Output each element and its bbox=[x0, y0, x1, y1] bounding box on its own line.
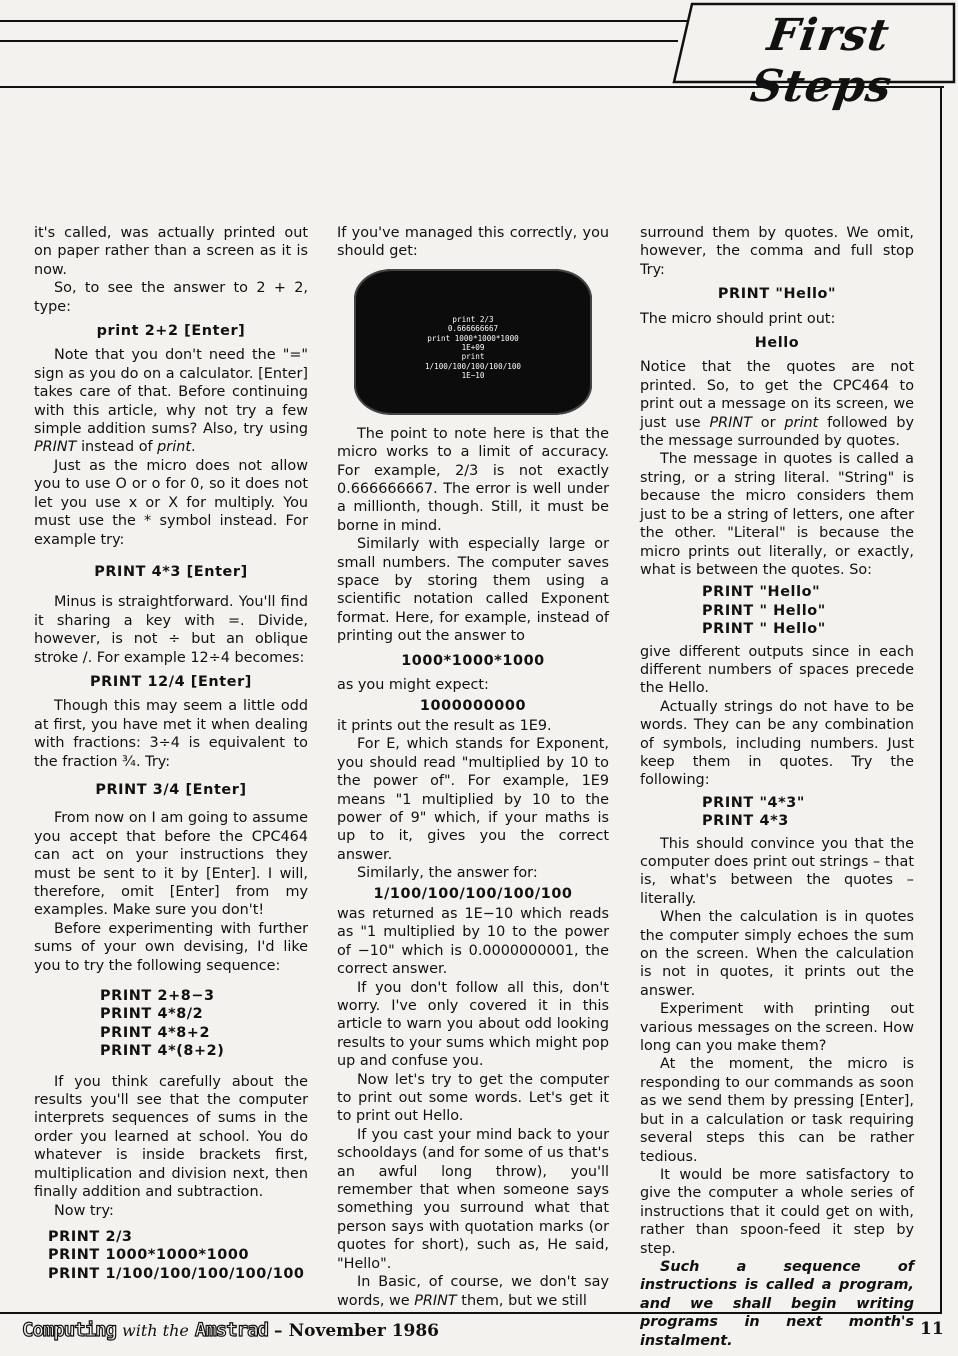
screen-line: 0.666666667 bbox=[447, 324, 499, 334]
paragraph: At the moment, the micro is responding to our commands as soon as we send them by pressing [Enter], but in a calculation or task requiring several steps this can be rather tedious. bbox=[640, 1056, 914, 1165]
footer-separator: – bbox=[274, 1321, 283, 1341]
code-command: PRINT 12/4 [Enter] bbox=[90, 673, 252, 690]
code-output: Hello bbox=[754, 335, 800, 352]
footer-masthead bbox=[22, 1319, 439, 1341]
paragraph: Now try: bbox=[54, 1202, 114, 1219]
paragraph: If you don't follow all this, don't worry. I've only covered it in this article to warn you about odd looking results to your sums which might pop up and confuse you. bbox=[337, 979, 609, 1070]
code-command: PRINT 3/4 [Enter] bbox=[95, 781, 247, 798]
article-column-3 bbox=[640, 224, 914, 1350]
paragraph: Just as the micro does not allow you to use O or o for 0, so it does not let you use x or X for multiply. You must use the * symbol instead. For example try: bbox=[34, 457, 308, 548]
paragraph: If you think carefully about the results you'll see that the computer interprets sequences of sums in the order you learned at school. You do whatever is inside brackets first, multiplication and division next, then finally addition and subtraction. bbox=[34, 1073, 308, 1201]
paragraph: Experiment with printing out various messages on the screen. How long can you make them? bbox=[640, 1001, 914, 1055]
paragraph: It would be more satisfactory to give the computer a whole series of instructions that it could get on with, rather than spoon-feed it step by step. bbox=[640, 1166, 914, 1257]
screen-line: print 1000*1000*1000 bbox=[427, 333, 519, 343]
code-command: PRINT "Hello" bbox=[717, 286, 837, 303]
paragraph: The message in quotes is called a string, or a string literal. "String" is because the micro considers them just to be a string of letters, one after the other. "Literal" is because the micro prints out literally, or exactly, what is between the quotes. So: bbox=[640, 451, 914, 578]
paragraph: So, to see the answer to 2 + 2, type: bbox=[34, 280, 308, 315]
paragraph: was returned as 1E−10 which reads as "1 multiplied by 10 to the power of −10" which is 0.0000000001, the correct answer. bbox=[337, 905, 609, 978]
code-line: PRINT 4*8/2 bbox=[100, 1006, 204, 1023]
article-column-1 bbox=[34, 224, 308, 1289]
code-command: 1000*1000*1000 bbox=[401, 652, 545, 669]
issue-date: November 1986 bbox=[288, 1321, 440, 1341]
code-sequence bbox=[48, 1228, 308, 1283]
paragraph: The micro should print out: bbox=[640, 310, 836, 327]
page-number: 11 bbox=[920, 1319, 944, 1339]
screen-line: 1/100/100/100/100/100 bbox=[424, 361, 521, 371]
paragraph: If you cast your mind back to your schooldays (and for some of us that's an awful long throw), you'll remember that when someone says something you surround what that person says with quotation marks (or quotes for short), such as, He said, "Hello". bbox=[337, 1126, 609, 1272]
code-line: PRINT 1/100/100/100/100/100 bbox=[48, 1265, 305, 1282]
paragraph: Similarly, the answer for: bbox=[357, 865, 538, 882]
code-line: PRINT "4*3" bbox=[702, 794, 805, 811]
paragraph: For E, which stands for Exponent, you should read "multiplied by 10 to the power of". For example, 1E9 means "1 multiplied by 10 to the power of 9" which, if your maths is up to it, gives you the correct answer. bbox=[337, 736, 609, 863]
code-line: PRINT 1000*1000*1000 bbox=[48, 1247, 250, 1264]
paragraph: Actually strings do not have to be words. They can be any combination of symbols, including numbers. Just keep them in quotes. Try the following: bbox=[640, 698, 914, 789]
code-line: PRINT "Hello" bbox=[702, 584, 821, 601]
paragraph: give different outputs since in each different numbers of spaces precede the Hello. bbox=[640, 643, 914, 697]
code-sequence bbox=[702, 583, 914, 638]
paragraph: When the calculation is in quotes the computer simply echoes the sum on the screen. When the calculation is not in quotes, it prints out the answer. bbox=[640, 909, 914, 999]
code-command: PRINT 4*3 [Enter] bbox=[94, 563, 248, 580]
paragraph: If you've managed this correctly, you should get: bbox=[337, 225, 609, 260]
code-command: 1000000000 bbox=[419, 697, 527, 714]
paragraph: surround them by quotes. We omit, however, the comma and full stop Try: bbox=[640, 225, 914, 278]
paragraph: The point to note here is that the micro works to a limit of accuracy. For example, 2/3 is not exactly 0.666666667. The error is well under a millionth, though. Still, it must be borne in mind. bbox=[337, 425, 609, 534]
code-line: PRINT 4*8+2 bbox=[100, 1024, 211, 1041]
screen-line: 1E+09 bbox=[461, 343, 485, 353]
code-line: PRINT 4*3 bbox=[702, 813, 789, 830]
paragraph: Similarly with especially large or small numbers. The computer saves space by storing them using a scientific notation called Exponent format. Here, for example, instead of printing out the answer to bbox=[337, 536, 609, 645]
code-line: PRINT 2+8−3 bbox=[100, 988, 215, 1005]
magazine-name: Computing bbox=[22, 1319, 116, 1341]
paragraph: it's called, was actually printed out on paper rather than a screen as it is now. bbox=[34, 225, 308, 278]
paragraph: Now let's try to get the computer to print out some words. Let's get it to print out Hello. bbox=[337, 1071, 609, 1125]
screen-line: 1E−10 bbox=[461, 371, 485, 381]
paragraph: Minus is straightforward. You'll find it sharing a key with =. Divide, however, is not ÷ but an oblique stroke /. For example 12÷4 becomes: bbox=[34, 594, 308, 666]
header-rule-bottom bbox=[0, 40, 678, 42]
paragraph: This should convince you that the computer does print out strings – that is, what's between the quotes – literally. bbox=[640, 835, 914, 907]
code-command: print 2+2 [Enter] bbox=[96, 323, 246, 340]
frame-right-edge bbox=[940, 86, 942, 1314]
magazine-name-amstrad: Amstrad bbox=[194, 1319, 268, 1341]
paragraph: From now on I am going to assume you accept that before the CPC464 can act on your instructions they must be sent to it by [Enter]. I will, therefore, omit [Enter] from my examples. Make sure you don't! bbox=[34, 810, 308, 919]
code-sequence bbox=[100, 987, 308, 1061]
code-line: PRINT " Hello" bbox=[702, 602, 826, 619]
header-rule-top bbox=[0, 20, 690, 22]
magazine-name-with: with the bbox=[122, 1321, 189, 1340]
screen-output bbox=[354, 315, 592, 381]
section-title: First Steps bbox=[747, 10, 896, 112]
paragraph: Notice that the quotes are not printed. So, to get the CPC464 to print out a message on its screen, we just use PRINT or print followed by the message surrounded by quotes. bbox=[640, 359, 914, 450]
monitor-screen-image bbox=[354, 269, 592, 415]
code-command: 1/100/100/100/100/100 bbox=[373, 885, 573, 902]
paragraph: it prints out the result as 1E9. bbox=[337, 717, 552, 734]
paragraph: Note that you don't need the "=" sign as you do on a calculator. [Enter] takes care of that. Before continuing with this article, why not try a few simple addition sums? Also, try using PRINT instead of print. bbox=[34, 347, 308, 456]
article-column-2 bbox=[337, 224, 609, 1310]
code-line: PRINT 4*(8+2) bbox=[100, 1043, 225, 1060]
code-line: PRINT " Hello" bbox=[702, 621, 826, 638]
paragraph: Before experimenting with further sums of your own devising, I'd like you to try the following sequence: bbox=[34, 920, 308, 974]
paragraph: Though this may seem a little odd at first, you have met it when dealing with fractions: 3÷4 is equivalent to the fraction ¾. Try: bbox=[34, 698, 308, 770]
code-line: PRINT 2/3 bbox=[48, 1228, 133, 1245]
paragraph: In Basic, of course, we don't say words, we PRINT them, but we still bbox=[337, 1274, 609, 1309]
paragraph: as you might expect: bbox=[337, 677, 489, 694]
code-sequence bbox=[702, 794, 914, 831]
screen-line: print 2/3 bbox=[452, 314, 494, 324]
screen-line: print bbox=[461, 352, 485, 362]
paragraph-emphasis: Such a sequence of instructions is called a program, and we shall begin writing programs in next month's instalment. bbox=[640, 1258, 914, 1349]
